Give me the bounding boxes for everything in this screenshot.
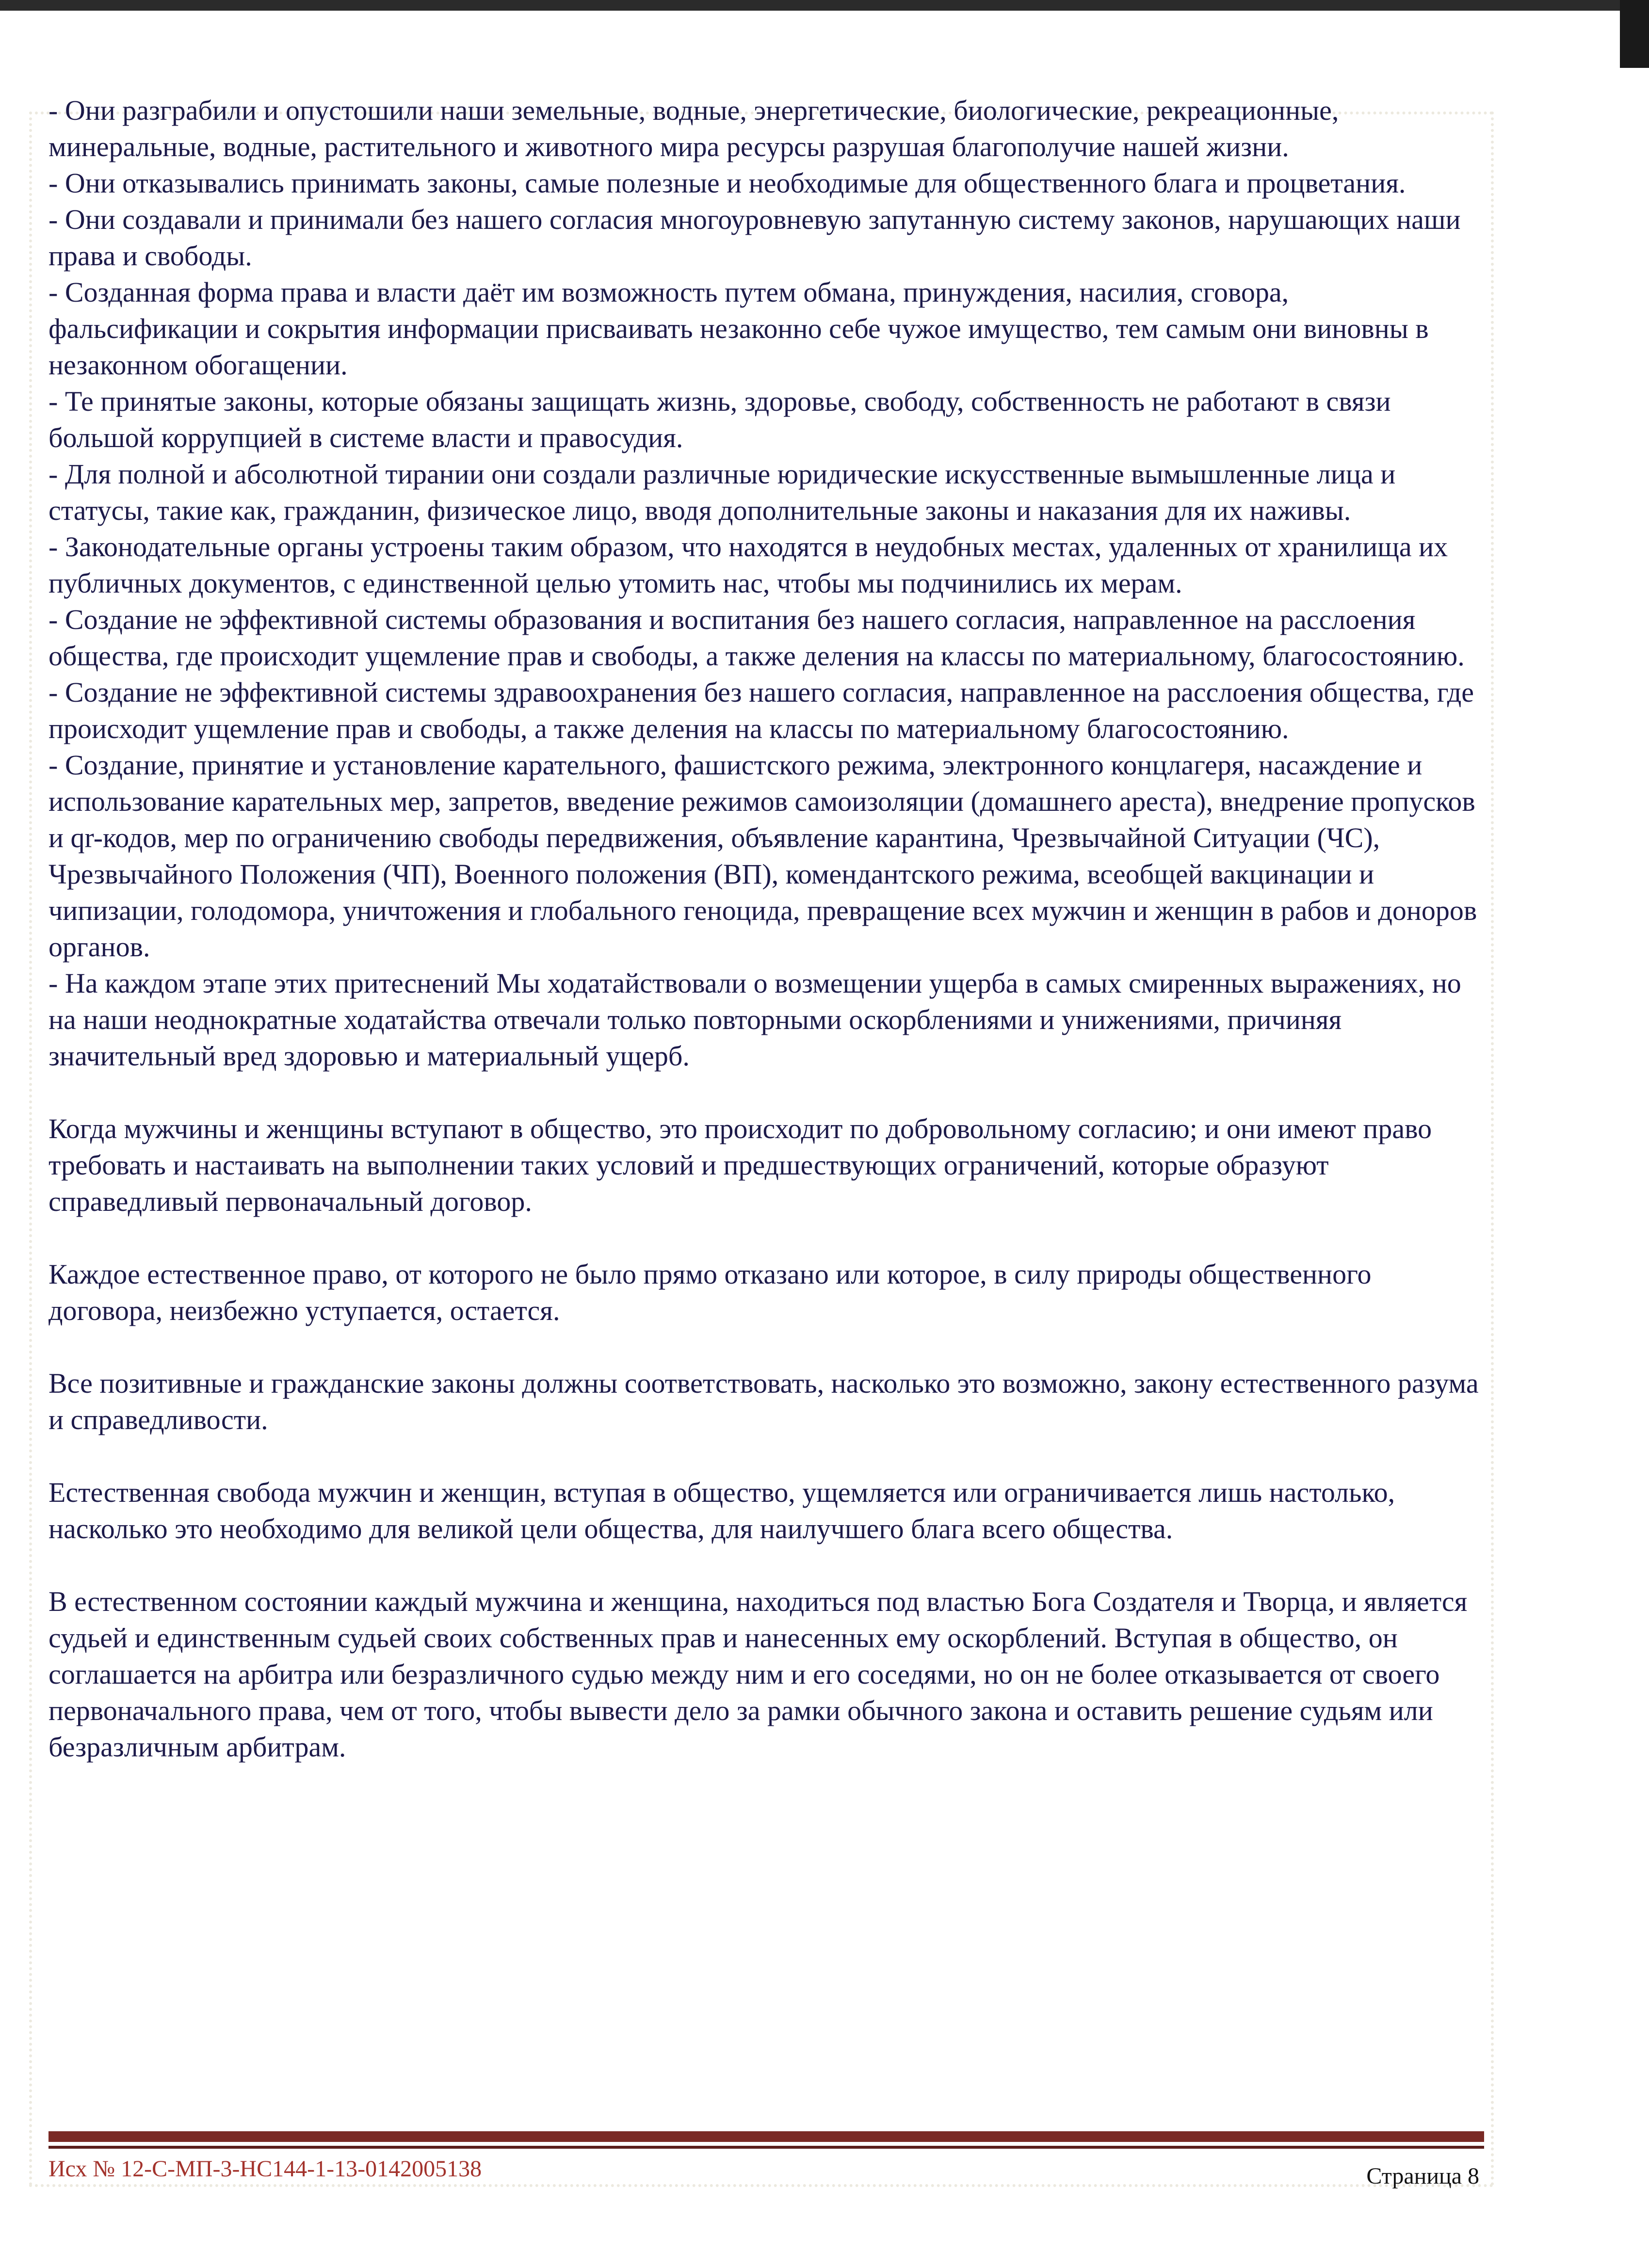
paragraph: Каждое естественное право, от которого не было прямо отказано или которое, в силу природы общественного договора, неизбежно уступается, остается.: [48, 1258, 1372, 1326]
footer-divider-thin: [48, 2146, 1484, 2149]
scan-edge-right: [1620, 0, 1649, 68]
document-body: [48, 92, 1484, 1765]
list-item: - Они создавали и принимали без нашего согласия многоуровневую запутанную систему законов, нарушающих наши права и свободы.: [48, 204, 1461, 272]
paragraph: Все позитивные и гражданские законы должны соответствовать, насколько это возможно, закону естественного разума и справедливости.: [48, 1367, 1479, 1435]
paragraph: Естественная свобода мужчин и женщин, вступая в общество, ущемляется или ограничивается лишь настолько, насколько это необходимо для великой цели общества, для наилучшего блага всего общества.: [48, 1477, 1395, 1544]
list-item: - Созданная форма права и власти даёт им возможность путем обмана, принуждения, насилия, сговора, фальсификации и сокрытия информации присваивать незаконно себе чужое имущество, тем самым они виновны в незаконном обогащении.: [48, 276, 1429, 381]
list-item: - На каждом этапе этих притеснений Мы ходатайствовали о возмещении ущерба в самых смиренных выражениях, но на наши неоднократные ходатайства отвечали только повторными оскорблениями и унижениями, причиняя значительный вред здоровью и материальный ущерб.: [48, 967, 1461, 1072]
list-item: - Они разграбили и опустошили наши земельные, водные, энергетические, биологические, рекреационные, минеральные, водные, растительного и животного мира ресурсы разрушая благополучие нашей жизни.: [48, 95, 1339, 162]
paragraph: В естественном состоянии каждый мужчина и женщина, находиться под властью Бога Создателя и Творца, и является судьей и единственным судьей своих собственных прав и нанесенных ему оскорблений. Вступая в общество, он соглашается на арбитра или безразличного судью между ним и его соседями, но он не более отказывается от своего первоначального права, чем от того, чтобы вывести дело за рамки обычного закона и оставить решение судьям или безразличным арбитрам.: [48, 1586, 1468, 1763]
document-number: Исх № 12-С-МП-3-НС144-1-13-0142005138: [48, 2156, 482, 2182]
list-item: - Те принятые законы, которые обязаны защищать жизнь, здоровье, свободу, собственность не работают в связи большой коррупцией в системе власти и правосудия.: [48, 386, 1391, 453]
list-item: - Создание не эффективной системы здравоохранения без нашего согласия, направленное на расслоения общества, где происходит ущемление прав и свободы, а также деления на классы по материальному благосостоянию.: [48, 676, 1474, 744]
list-item: - Законодательные органы устроены таким образом, что находятся в неудобных местах, удаленных от хранилища их публичных документов, с единственной целью утомить нас, чтобы мы подчинились их мерам.: [48, 531, 1448, 599]
page-number: Страница 8: [1366, 2163, 1479, 2189]
list-item: - Создание не эффективной системы образования и воспитания без нашего согласия, направленное на расслоения общества, где происходит ущемление прав и свободы, а также деления на классы по материальному, благосостоянию.: [48, 604, 1465, 672]
list-item: - Для полной и абсолютной тирании они создали различные юридические искусственные вымышленные лица и статусы, такие как, гражданин, физическое лицо, вводя дополнительные законы и наказания для их наживы.: [48, 458, 1396, 526]
list-item: - Создание, принятие и установление карательного, фашистского режима, электронного концлагеря, насаждение и использование карательных мер, запретов, введение режимов самоизоляции (домашнего ареста), внедрение пропусков и qr-кодов, мер по ограничению свободы передвижения, объявление карантина, Чрезвычайной Ситуации (ЧС), Чрезвычайного Положения (ЧП), Военного положения (ВП), комендантского режима, всеобщей вакцинации и чипизации, голодомора, уничтожения и глобального геноцида, превращение всех мужчин и женщин в рабов и доноров органов.: [48, 749, 1477, 963]
list-item: - Они отказывались принимать законы, самые полезные и необходимые для общественного блага и процветания.: [48, 167, 1406, 199]
paragraph: Когда мужчины и женщины вступают в общество, это происходит по добровольному согласию; и они имеют право требовать и настаивать на выполнении таких условий и предшествующих ограничений, которые образуют справедливый первоначальный договор.: [48, 1113, 1432, 1217]
footer-divider: [48, 2131, 1484, 2142]
scan-edge-top: [0, 0, 1649, 11]
